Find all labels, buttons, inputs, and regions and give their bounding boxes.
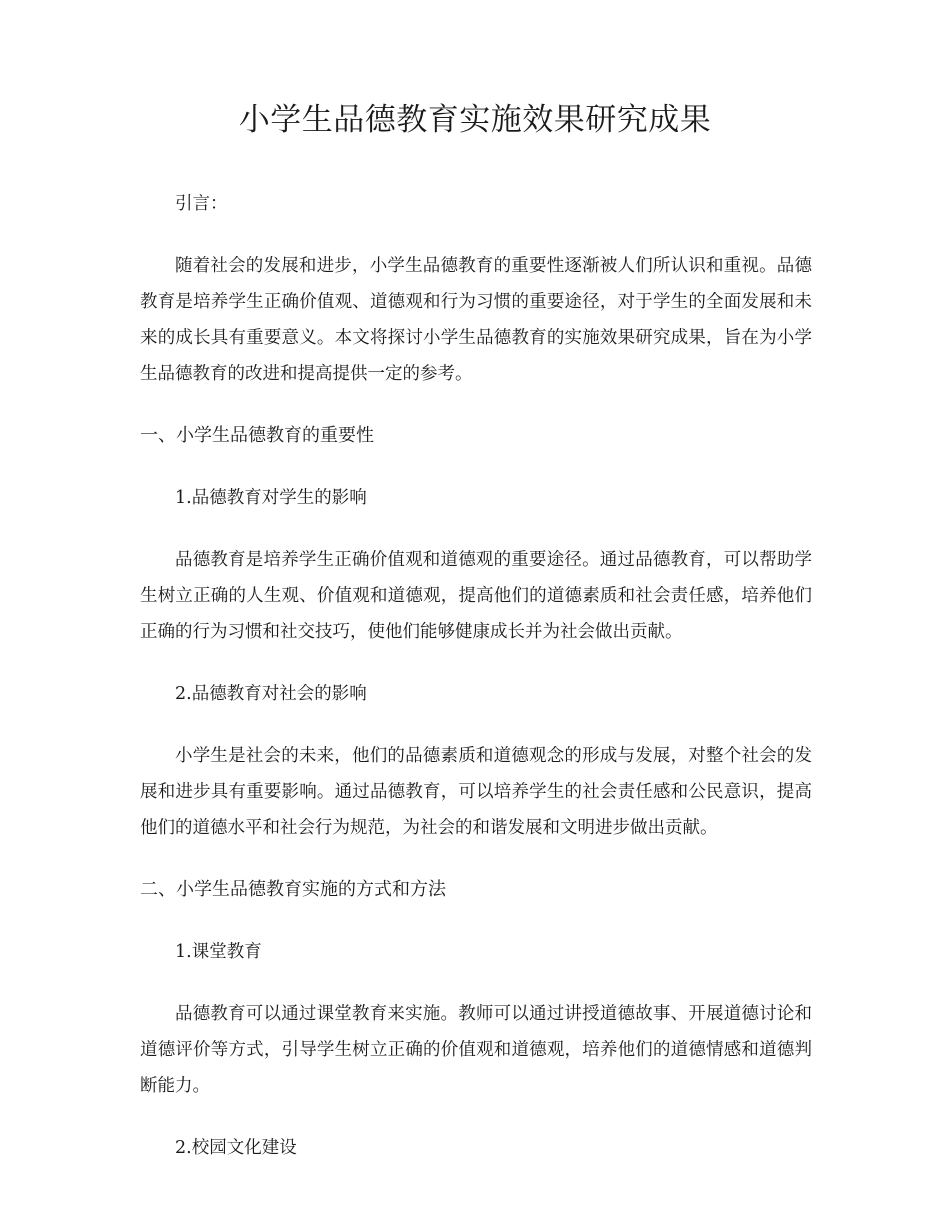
section-2-heading: 二、小学生品德教育实施的方式和方法	[140, 879, 446, 900]
section-1-sub-1-heading: 1.品德教育对学生的影响	[175, 488, 367, 508]
intro-label: 引言：	[175, 194, 228, 214]
section-1-sub-1-paragraph: 品德教育是培养学生正确价值观和道德观的重要途径。通过品德教育，可以帮助学生树立正确的人生观、价值观和道德观，提高他们的道德素质和社会责任感，培养他们正确的行为习惯和社交技巧，使他们能够健康成长并为社会做出贡献。	[140, 550, 812, 642]
section-1-sub-2-heading: 2.品德教育对社会的影响	[175, 684, 367, 704]
section-2-sub-1-paragraph: 品德教育可以通过课堂教育来实施。教师可以通过讲授道德故事、开展道德讨论和道德评价等方式，引导学生树立正确的价值观和道德观，培养他们的道德情感和道德判断能力。	[140, 1004, 812, 1096]
intro-paragraph: 随着社会的发展和进步，小学生品德教育的重要性逐渐被人们所认识和重视。品德教育是培养学生正确价值观、道德观和行为习惯的重要途径，对于学生的全面发展和未来的成长具有重要意义。本文将探讨小学生品德教育的实施效果研究成果，旨在为小学生品德教育的改进和提高提供一定的参考。	[140, 256, 812, 384]
document-body	[140, 186, 812, 1166]
section-2-sub-1-heading: 1.课堂教育	[175, 942, 262, 962]
section-1-sub-2-paragraph: 小学生是社会的未来，他们的品德素质和道德观念的形成与发展，对整个社会的发展和进步具有重要影响。通过品德教育，可以培养学生的社会责任感和公民意识，提高他们的道德水平和社会行为规范，为社会的和谐发展和文明进步做出贡献。	[140, 746, 812, 838]
document-title: 小学生品德教育实施效果研究成果	[238, 102, 712, 138]
section-1-heading: 一、小学生品德教育的重要性	[140, 425, 374, 446]
section-2-sub-2-heading: 2.校园文化建设	[175, 1138, 297, 1158]
